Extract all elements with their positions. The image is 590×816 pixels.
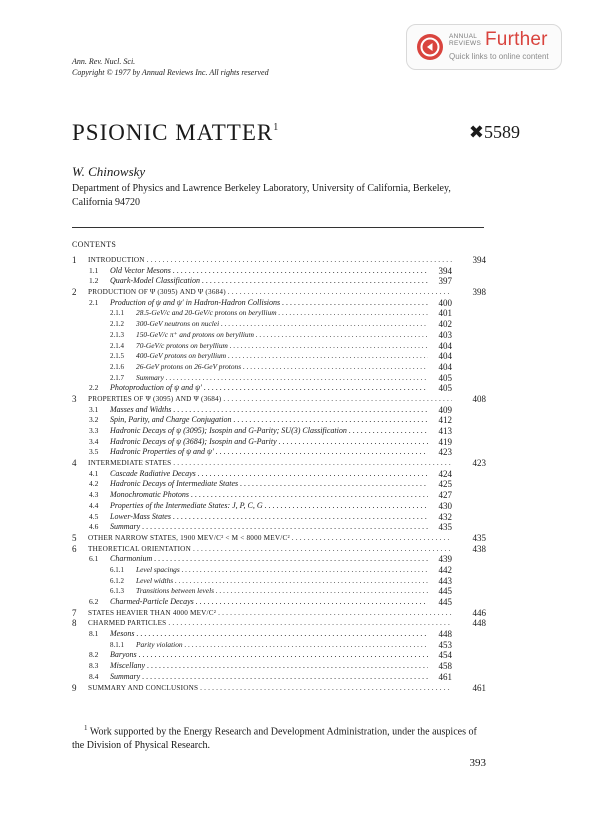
toc-entry-label: INTRODUCTION . . . — [88, 255, 452, 266]
toc-entry-label: Miscellany . . . — [110, 661, 428, 672]
toc-entry — [72, 522, 486, 533]
toc-entry-page: 445 — [438, 586, 452, 597]
toc-entry — [72, 629, 486, 640]
toc-entry-page: 448 — [472, 618, 486, 629]
toc-entry — [72, 415, 486, 426]
toc-entry-number: 2.1.4 — [110, 341, 124, 350]
toc-entry-number: 4.6 — [89, 522, 99, 532]
toc-entry-number: 6.2 — [89, 597, 99, 606]
toc-entry-label: Summary . . . — [110, 522, 428, 533]
toc-entry — [72, 683, 486, 694]
toc-entry-page: 412 — [438, 415, 452, 426]
toc-entry-label: PRODUCTION OF Ψ (3095) AND Ψ (3684) . . . — [88, 287, 452, 298]
toc-entry-label: 300-GeV neutrons on nuclei . . . — [136, 319, 428, 330]
toc-entry-page: 394 — [438, 265, 452, 276]
toc-entry-page: 439 — [438, 554, 452, 565]
footnote — [72, 721, 486, 753]
toc-entry-number: 2.1.6 — [110, 362, 124, 371]
toc-entry — [72, 661, 486, 672]
toc-entry-label: CHARMED PARTICLES . . . — [88, 618, 452, 629]
toc-entry — [72, 469, 486, 480]
author-name: W. Chinowsky — [72, 164, 146, 179]
toc-entry-label: 400-GeV protons on beryllium . . . — [136, 351, 428, 362]
toc-entry-page: 401 — [438, 308, 452, 319]
toc-entry-label: 28.5-GeV/c and 20-GeV/c protons on beryllium . . . — [136, 308, 428, 319]
toc-entry-page: 435 — [438, 522, 452, 533]
toc-entry-number: 8 — [72, 618, 77, 629]
toc-entry-page: 405 — [438, 372, 452, 383]
toc-entry-label: Charmonium . . . — [110, 554, 428, 565]
toc-entry-label: 70-GeV/c protons on beryllium . . . — [136, 341, 428, 352]
toc-entry-number: 2.1 — [89, 297, 99, 307]
toc-entry-page: 400 — [438, 297, 452, 308]
title-footnote-mark: 1 — [273, 122, 279, 133]
toc-entry-label: OTHER NARROW STATES, 1900 MEV/C² < M < 8000 MEV/C² . . . — [88, 533, 452, 544]
toc-entry-number: 4.4 — [89, 500, 99, 510]
toc-entry-number: 8.3 — [89, 661, 99, 671]
toc-entry-label: Monochromatic Photons . . . — [110, 490, 428, 501]
toc-entry — [72, 458, 486, 469]
toc-entry — [72, 608, 486, 619]
toc-entry — [72, 650, 486, 661]
toc-entry — [72, 330, 486, 341]
toc-entry — [72, 298, 486, 309]
contents-heading: CONTENTS — [72, 240, 117, 249]
banner-brand-top: ANNUAL — [449, 33, 478, 40]
toc-entry-number: 3.3 — [89, 426, 99, 435]
toc-entry-label: Hadronic Properties of ψ and ψ′ . . . — [110, 447, 428, 458]
toc-entry-label: Summary . . . — [110, 672, 428, 683]
toc-entry-page: 419 — [438, 436, 452, 447]
divider — [72, 227, 484, 228]
toc-entry-number: 4.2 — [89, 479, 99, 489]
toc-entry-label: THEORETICAL ORIENTATION . . . — [88, 544, 452, 555]
table-of-contents — [72, 255, 486, 693]
toc-entry-page: 402 — [438, 319, 452, 330]
page-number: 393 — [469, 757, 486, 769]
toc-entry — [72, 672, 486, 683]
toc-entry-page: 458 — [438, 661, 452, 672]
toc-entry — [72, 373, 486, 384]
toc-entry-number: 2.1.1 — [110, 309, 124, 318]
toc-entry-label: Charmed-Particle Decays . . . — [110, 597, 428, 608]
toc-entry-page: 403 — [438, 329, 452, 340]
banner-further-label: Further — [485, 29, 548, 50]
footnote-text: Work supported by the Energy Research and Development Administration, under the auspices of the Division of Physical Research. — [72, 726, 477, 752]
toc-entry-page: 424 — [438, 468, 452, 479]
toc-entry-page: 409 — [438, 404, 452, 415]
toc-entry-number: 1.2 — [89, 276, 99, 286]
toc-entry-page: 461 — [438, 671, 452, 682]
toc-entry — [72, 565, 486, 576]
further-banner[interactable] — [406, 24, 562, 70]
toc-entry-number: 4.5 — [89, 511, 99, 521]
toc-entry-number: 2.1.2 — [110, 320, 124, 329]
toc-entry-label: Cascade Radiative Decays . . . — [110, 469, 428, 480]
toc-entry — [72, 490, 486, 501]
toc-entry — [72, 586, 486, 597]
toc-entry-number: 2 — [72, 287, 77, 298]
toc-entry — [72, 255, 486, 266]
toc-entry-label: PROPERTIES OF Ψ (3095) AND Ψ (3684) . . . — [88, 394, 452, 405]
toc-entry-number: 6.1.2 — [110, 576, 124, 585]
toc-entry-page: 430 — [438, 500, 452, 511]
toc-entry-label: 26-GeV protons on 26-GeV protons . . . — [136, 362, 428, 373]
toc-entry-page: 432 — [438, 511, 452, 522]
toc-entry-page: 405 — [438, 383, 452, 394]
toc-entry-page: 398 — [472, 287, 486, 298]
footnote-mark: 1 — [84, 724, 88, 732]
toc-entry — [72, 544, 486, 555]
toc-entry — [72, 351, 486, 362]
toc-entry-page: 394 — [472, 255, 486, 265]
toc-entry-label: Hadronic Decays of ψ (3684); Isospin and G-Parity . . . — [110, 437, 428, 448]
toc-entry-page: 461 — [472, 682, 486, 693]
toc-entry-page: 427 — [438, 490, 452, 501]
toc-entry — [72, 405, 486, 416]
toc-entry — [72, 319, 486, 330]
toc-entry — [72, 426, 486, 437]
toc-entry-page: 435 — [472, 532, 486, 543]
journal-citation — [72, 56, 269, 78]
toc-entry-number: 3.4 — [89, 436, 99, 446]
toc-entry-number: 6.1.3 — [110, 587, 124, 596]
toc-entry — [72, 266, 486, 277]
journal-name: Ann. Rev. Nucl. Sci. — [72, 57, 136, 66]
title-text: PSIONIC MATTER — [72, 120, 274, 145]
toc-entry-label: Parity violation . . . — [136, 640, 428, 651]
toc-entry-number: 3 — [72, 393, 77, 404]
toc-entry-label: Hadronic Decays of Intermediate States . . . — [110, 479, 428, 490]
banner-brand-bottom: REVIEWS — [449, 40, 482, 47]
toc-entry-page: 408 — [472, 393, 486, 404]
toc-entry-page: 443 — [438, 575, 452, 586]
article-title — [72, 120, 278, 146]
toc-entry-page: 423 — [472, 458, 486, 469]
toc-entry-label: Hadronic Decays of ψ (3095); Isospin and G-Parity; SU(3) Classification . . . — [110, 426, 428, 437]
toc-entry — [72, 533, 486, 544]
toc-entry-number: 8.1.1 — [110, 640, 124, 649]
copyright-line: Copyright © 1977 by Annual Reviews Inc. All rights reserved — [72, 68, 269, 77]
toc-entry-page: 454 — [438, 650, 452, 661]
toc-entry-number: 1.1 — [89, 265, 99, 275]
toc-entry-label: Photoproduction of ψ and ψ′ . . . — [110, 383, 428, 394]
toc-entry — [72, 276, 486, 287]
toc-entry-number: 7 — [72, 607, 77, 618]
toc-entry-label: STATES HEAVIER THAN 4000 MEV/C² . . . — [88, 608, 452, 619]
toc-entry-page: 404 — [438, 340, 452, 351]
toc-entry — [72, 501, 486, 512]
toc-entry-label: Properties of the Intermediate States: J, P, C, G . . . — [110, 501, 428, 512]
toc-entry — [72, 394, 486, 405]
toc-entry-number: 6.1 — [89, 554, 99, 564]
toc-entry — [72, 554, 486, 565]
toc-entry — [72, 576, 486, 587]
toc-entry-label: Mesons . . . — [110, 629, 428, 640]
toc-entry-label: Level widths . . . — [136, 576, 428, 587]
toc-entry-page: 425 — [438, 479, 452, 490]
toc-entry-page: 453 — [438, 639, 452, 650]
toc-entry-label: 150-GeV/c π⁺ and protons on beryllium . . . — [136, 330, 428, 341]
banner-brand — [449, 33, 481, 47]
toc-entry-label: Quark-Model Classification . . . — [110, 276, 428, 287]
toc-entry-number: 3.2 — [89, 415, 99, 425]
play-icon — [417, 34, 443, 60]
toc-entry — [72, 362, 486, 373]
reference-number: ✖5589 — [468, 122, 520, 142]
author-affiliation: Department of Physics and Lawrence Berkeley Laboratory, University of California, Berkeley, California 94720 — [72, 183, 451, 208]
toc-entry-number: 9 — [72, 682, 77, 693]
toc-entry — [72, 618, 486, 629]
toc-entry-number: 6 — [72, 543, 77, 554]
toc-entry-number: 8.1 — [89, 629, 99, 639]
toc-entry-page: 423 — [438, 447, 452, 458]
toc-entry — [72, 308, 486, 319]
toc-entry — [72, 447, 486, 458]
toc-entry-label: Level spacings . . . — [136, 565, 428, 576]
toc-entry-number: 4 — [72, 458, 77, 469]
toc-entry-number: 8.2 — [89, 650, 99, 660]
toc-entry-page: 445 — [438, 597, 452, 607]
toc-entry-page: 397 — [438, 276, 452, 287]
toc-entry-number: 2.2 — [89, 383, 99, 393]
toc-entry-label: SUMMARY AND CONCLUSIONS . . . — [88, 683, 452, 694]
toc-entry — [72, 479, 486, 490]
toc-entry-page: 404 — [438, 351, 452, 362]
banner-subtitle: Quick links to online content — [449, 52, 549, 61]
toc-entry — [72, 512, 486, 523]
toc-entry-number: 2.1.7 — [110, 373, 124, 382]
toc-entry-label: INTERMEDIATE STATES . . . — [88, 458, 452, 469]
toc-entry-number: 2.1.3 — [110, 330, 124, 339]
toc-entry-number: 4.3 — [89, 490, 99, 500]
toc-entry-number: 3.5 — [89, 447, 99, 457]
toc-entry-number: 8.4 — [89, 671, 99, 681]
toc-entry-label: Transitions between levels . . . — [136, 586, 428, 597]
toc-entry-page: 404 — [438, 361, 452, 372]
toc-entry-label: Old Vector Mesons . . . — [110, 266, 428, 277]
toc-entry — [72, 640, 486, 651]
toc-entry — [72, 437, 486, 448]
toc-entry-number: 5 — [72, 532, 77, 543]
toc-entry-label: Baryons . . . — [110, 650, 428, 661]
toc-entry-number: 6.1.1 — [110, 565, 124, 574]
toc-entry-label: Masses and Widths . . . — [110, 405, 428, 416]
toc-entry — [72, 383, 486, 394]
toc-entry — [72, 287, 486, 298]
toc-entry-page: 413 — [438, 426, 452, 436]
toc-entry-label: Lower-Mass States . . . — [110, 512, 428, 523]
toc-entry-page: 438 — [472, 543, 486, 554]
toc-entry-page: 448 — [438, 629, 452, 640]
toc-entry — [72, 341, 486, 352]
toc-entry — [72, 597, 486, 608]
toc-entry-page: 442 — [438, 564, 452, 575]
toc-entry-label: Summary . . . — [136, 373, 428, 384]
toc-entry-number: 3.1 — [89, 404, 99, 414]
toc-entry-number: 1 — [72, 255, 77, 265]
toc-entry-number: 2.1.5 — [110, 352, 124, 361]
toc-entry-number: 4.1 — [89, 468, 99, 478]
toc-entry-page: 446 — [472, 607, 486, 618]
toc-entry-label: Spin, Parity, and Charge Conjugation . . . — [110, 415, 428, 426]
toc-entry-label: Production of ψ and ψ′ in Hadron-Hadron Collisions . . . — [110, 298, 428, 309]
